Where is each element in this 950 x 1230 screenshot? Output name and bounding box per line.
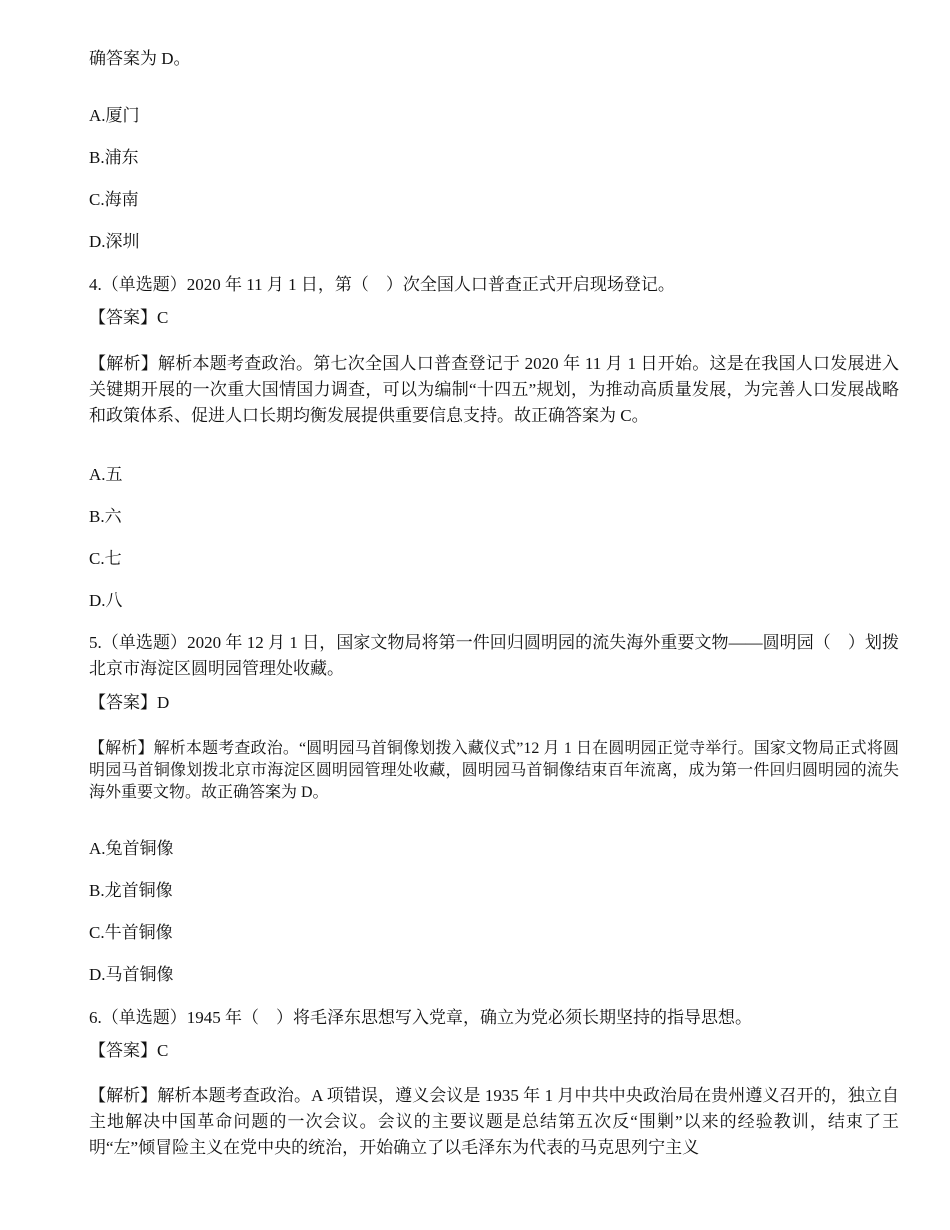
q4-option-c: C.七 — [89, 549, 122, 568]
q5-answer: 【答案】D — [89, 693, 170, 712]
q6-stem: 6.（单选题）1945 年（ ）将毛泽东思想写入党章，确立为党必须长期坚持的指导思想。 — [89, 1008, 752, 1027]
q4-option-a: A.五 — [89, 465, 123, 484]
q4-option-b: B.六 — [89, 507, 122, 526]
q5-option-d: D.马首铜像 — [89, 965, 174, 984]
q3-option-d: D.深圳 — [89, 232, 140, 251]
q5-option-b: B.龙首铜像 — [89, 881, 173, 900]
q4-stem: 4.（单选题）2020 年 11 月 1 日，第（ ）次全国人口普查正式开启现场登记。 — [89, 275, 675, 294]
q5-analysis: 【解析】解析本题考查政治。“圆明园马首铜像划拨入藏仪式”12 月 1 日在圆明园正觉寺举行。国家文物局正式将圆明园马首铜像划拨北京市海淀区圆明园管理处收藏，圆明园马首铜像结束百年流离，成为第一件回归圆明园的流失海外重要文物。故正确答案为 D。 — [89, 740, 899, 801]
previous-answer-tail: 确答案为 D。 — [89, 49, 191, 68]
q4-analysis: 【解析】解析本题考查政治。第七次全国人口普查登记于 2020 年 11 月 1 日开始。这是在我国人口发展进入关键期开展的一次重大国情国力调查，可以为编制“十四五”规划，为推动高质量发展，为完善人口发展战略和政策体系、促进人口长期均衡发展提供重要信息支持。故正确答案为 C。 — [89, 354, 899, 425]
q4-answer: 【答案】C — [89, 308, 169, 327]
q6-analysis: 【解析】解析本题考查政治。A 项错误，遵义会议是 1935 年 1 月中共中央政治局在贵州遵义召开的，独立自主地解决中国革命问题的一次会议。会议的主要议题是总结第五次反“围剿”以来的经验教训，结束了王明“左”倾冒险主义在党中央的统治，开始确立了以毛泽东为代表的马克思列宁主义 — [89, 1086, 899, 1157]
q5-stem: 5.（单选题）2020 年 12 月 1 日，国家文物局将第一件回归圆明园的流失海外重要文物——圆明园（ ）划拨北京市海淀区圆明园管理处收藏。 — [89, 633, 899, 678]
q3-option-b: B.浦东 — [89, 148, 139, 167]
q3-option-a: A.厦门 — [89, 106, 140, 125]
q3-option-c: C.海南 — [89, 190, 139, 209]
q5-option-c: C.牛首铜像 — [89, 923, 173, 942]
q5-option-a: A.兔首铜像 — [89, 839, 174, 858]
q4-option-d: D.八 — [89, 591, 123, 610]
q6-answer: 【答案】C — [89, 1041, 169, 1060]
